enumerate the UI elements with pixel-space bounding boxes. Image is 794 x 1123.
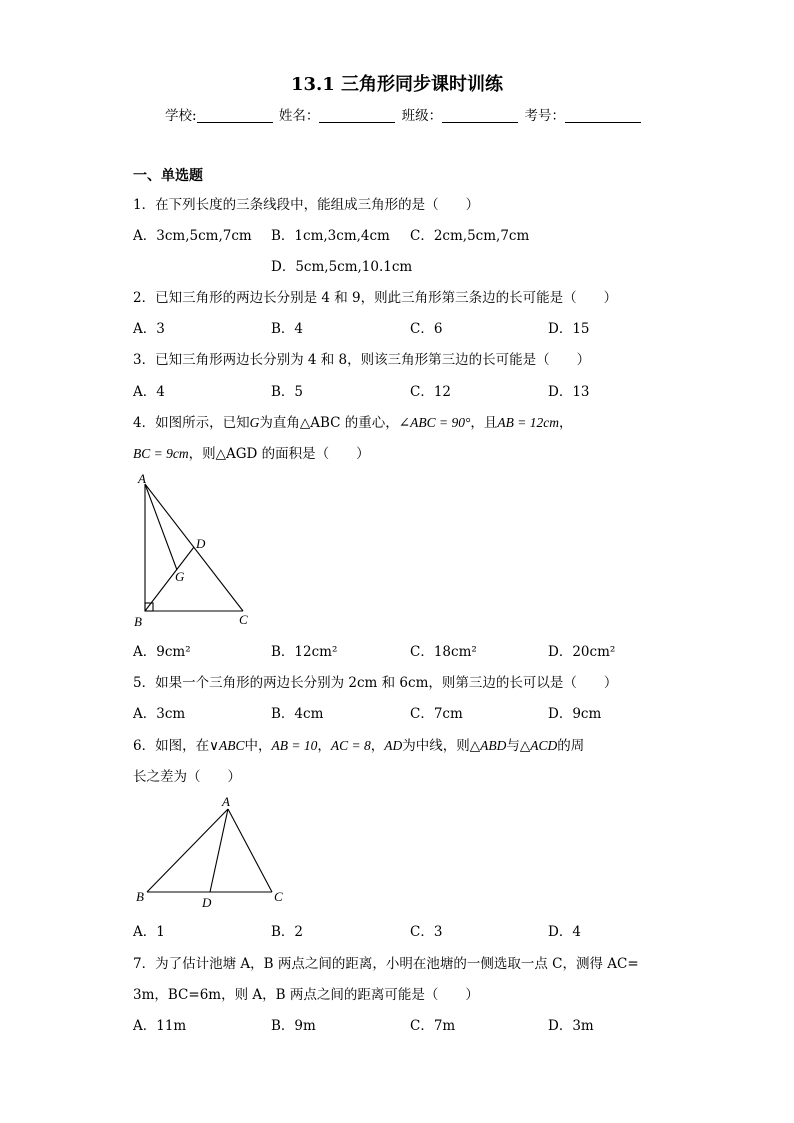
- q6-text-part: ，: [370, 738, 385, 754]
- q1-option-c[interactable]: C．2cm,5cm,7cm: [410, 228, 530, 244]
- q4-option-c[interactable]: C．18cm²: [410, 644, 477, 660]
- name-label: 姓名：: [278, 108, 320, 124]
- q3-option-d[interactable]: D．13: [548, 384, 590, 400]
- q6-triangle-acd: △ACD: [519, 738, 558, 753]
- q6-side-ac: [228, 809, 272, 892]
- q4-label-g: G: [175, 569, 185, 584]
- q6-text-part: 中，: [244, 738, 272, 754]
- q4-triangle-figure: [125, 468, 265, 633]
- q4-angle-expr: ∠ABC = 90°: [398, 415, 471, 430]
- question-3-stem: 3．已知三角形两边长分别为 4 和 8，则该三角形第三边的长可能是（ ）: [133, 352, 591, 368]
- q6-text-part: 6．如图，在: [133, 738, 210, 754]
- q6-triangle-figure: [125, 792, 295, 910]
- q4-option-b[interactable]: B．12cm²: [271, 644, 338, 660]
- q7-option-a[interactable]: A．11m: [133, 1018, 187, 1034]
- q6-label-a: A: [222, 794, 230, 809]
- q5-option-b[interactable]: B．4cm: [271, 706, 324, 722]
- q4-median-bd: [145, 547, 194, 611]
- class-label: 班级：: [401, 108, 443, 124]
- question-4-stem-line1: [133, 411, 572, 431]
- q4-var-g: G: [249, 415, 260, 430]
- q6-ab-expr: AB = 10: [271, 738, 318, 753]
- q4-ab-expr: AB = 12cm: [497, 415, 559, 430]
- student-info-row: [165, 104, 643, 124]
- q6-option-d[interactable]: D．4: [548, 924, 581, 940]
- exam-number-label: 考号：: [524, 108, 565, 124]
- q4-segment-ag: [145, 484, 177, 570]
- q1-option-b[interactable]: B．1cm,3cm,4cm: [271, 228, 390, 244]
- exam-number-blank[interactable]: [565, 108, 641, 123]
- q2-option-c[interactable]: C．6: [410, 321, 443, 337]
- question-7-stem-line1: 7．为了估计池塘 A，B 两点之间的距离，小明在池塘的一侧选取一点 C，测得 AC=: [133, 956, 639, 972]
- q6-label-b: B: [136, 889, 144, 904]
- school-label: 学校:: [165, 108, 197, 124]
- q6-ad: AD: [384, 738, 403, 753]
- q6-option-a[interactable]: A．1: [133, 924, 165, 940]
- q6-text-part: 的周: [557, 738, 585, 754]
- school-blank[interactable]: [197, 108, 273, 123]
- q2-option-a[interactable]: A．3: [133, 321, 165, 337]
- page-title: 13.1 三角形同步课时训练: [290, 74, 504, 95]
- q6-text-part: ，: [317, 738, 331, 754]
- q4-label-d: D: [196, 536, 206, 551]
- question-4-stem-line2: [133, 442, 370, 462]
- q3-option-a[interactable]: A．4: [133, 384, 165, 400]
- q7-option-d[interactable]: D．3m: [548, 1018, 594, 1034]
- q6-text-part: 为中线，则: [402, 738, 470, 754]
- q7-option-b[interactable]: B．9m: [271, 1018, 316, 1034]
- q4-label-b: B: [134, 614, 142, 629]
- q6-label-c: C: [274, 889, 283, 904]
- q4-text-part: ，且: [470, 415, 498, 431]
- q7-option-c[interactable]: C．7m: [410, 1018, 456, 1034]
- question-5-stem: 5．如果一个三角形的两边长分别为 2cm 和 6cm，则第三边的长可以是（ ）: [133, 675, 618, 691]
- q4-option-a[interactable]: A．9cm²: [133, 644, 191, 660]
- q1-option-a[interactable]: A．3cm,5cm,7cm: [133, 228, 252, 244]
- q3-option-c[interactable]: C．12: [410, 384, 452, 400]
- q1-option-d[interactable]: D．5cm,5cm,10.1cm: [271, 259, 413, 275]
- class-blank[interactable]: [442, 108, 518, 123]
- q6-side-ab: [147, 809, 228, 892]
- q5-option-c[interactable]: C．7cm: [410, 706, 463, 722]
- q6-ac-expr: AC = 8: [330, 738, 371, 753]
- question-6-stem-line2: 长之差为（ ）: [133, 769, 241, 785]
- q4-option-d[interactable]: D．20cm²: [548, 644, 616, 660]
- q4-text-part: 4．如图所示，已知: [133, 415, 250, 431]
- q6-label-d: D: [202, 895, 212, 910]
- name-blank[interactable]: [319, 108, 395, 123]
- question-1-stem: 1．在下列长度的三条线段中，能组成三角形的是（ ）: [133, 197, 480, 213]
- section-title: 一、单选题: [133, 168, 203, 184]
- q2-option-d[interactable]: D．15: [548, 321, 590, 337]
- q4-text-part: ，: [558, 415, 573, 431]
- q6-option-b[interactable]: B．2: [271, 924, 304, 940]
- q6-option-c[interactable]: C．3: [410, 924, 443, 940]
- question-2-stem: 2．已知三角形的两边长分别是 4 和 9，则此三角形第三条边的长可能是（ ）: [133, 290, 618, 306]
- q6-triangle-abd: △ABD: [469, 738, 507, 753]
- question-6-stem-line1: [133, 734, 584, 754]
- q6-triangle-abc: ∨ABC: [209, 738, 245, 753]
- q4-text-part: ，则△AGD 的面积是（ ）: [188, 446, 370, 462]
- q5-option-d[interactable]: D．9cm: [548, 706, 602, 722]
- q4-label-c: C: [239, 612, 248, 627]
- q6-text-part: 与: [506, 738, 520, 754]
- q4-label-a: A: [138, 471, 146, 486]
- q5-option-a[interactable]: A．3cm: [133, 706, 186, 722]
- q6-median-ad: [210, 809, 228, 892]
- q4-text-part: 为直角△ABC 的重心，: [259, 415, 399, 431]
- question-7-stem-line2: 3m，BC=6m，则 A，B 两点之间的距离可能是（ ）: [133, 987, 479, 1003]
- q2-option-b[interactable]: B．4: [271, 321, 304, 337]
- q3-option-b[interactable]: B．5: [271, 384, 304, 400]
- q4-bc-expr: BC = 9cm: [133, 446, 189, 461]
